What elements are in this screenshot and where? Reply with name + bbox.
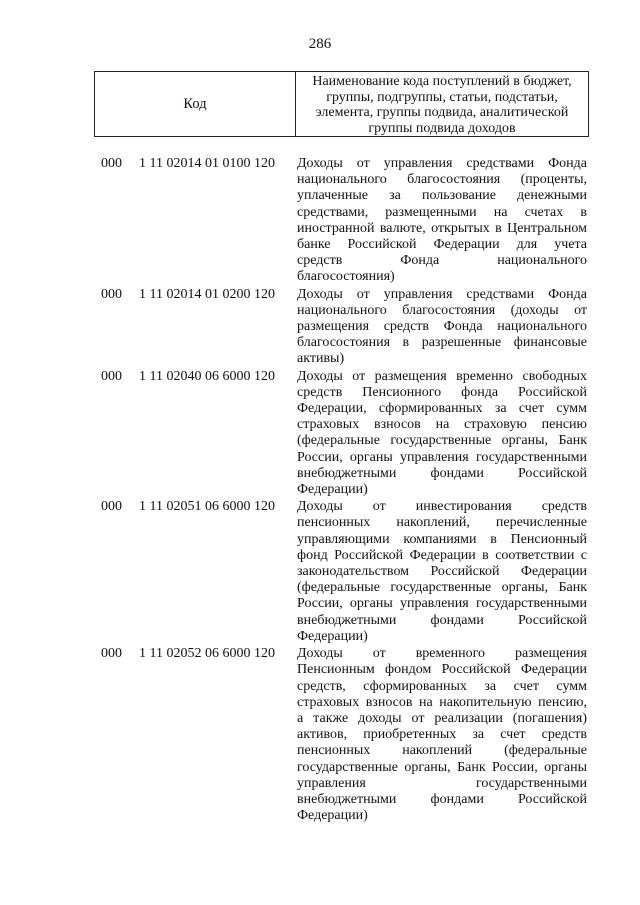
description-line: Доходы от управления средствами Фонда	[297, 286, 587, 302]
description-line: национального благосостояния (проценты,	[297, 172, 587, 188]
description-line: размещения средств Фонда национального	[297, 319, 587, 335]
revenue-code: 1 11 02052 06 6000 120	[139, 646, 275, 662]
description-line: фонд Российской Федерации в соответствии с	[297, 547, 587, 563]
revenue-description	[297, 499, 587, 645]
revenue-description	[297, 287, 587, 368]
revenue-code: 1 11 02014 01 0100 120	[139, 156, 275, 171]
header-code-column: Код	[95, 72, 296, 136]
table-row	[0, 287, 640, 368]
admin-code: 000	[101, 499, 122, 515]
description-line: (федеральные государственные органы, Банк	[297, 433, 587, 449]
table-row	[0, 156, 640, 286]
revenue-code-list	[0, 156, 640, 824]
description-line: внебюджетными фондами Российской	[297, 791, 587, 807]
description-line: банке Российской Федерации для учета	[297, 237, 587, 253]
description-line: законодательством Российской Федерации	[297, 564, 587, 580]
description-line: иностранной валюте, открытых в Центральном	[297, 220, 587, 236]
admin-code: 000	[101, 156, 122, 171]
description-line: страховых взносов на накопительную пенсию,	[297, 694, 587, 710]
description-line: национального благосостояния (доходы от	[297, 302, 587, 318]
description-line: Федерации, сформированных за счет сумм	[297, 401, 587, 417]
description-line: средств, сформированных за счет сумм	[297, 678, 587, 694]
description-line: внебюджетными фондами Российской	[297, 465, 587, 481]
description-line: благосостояния в разрешенные финансовые	[297, 335, 587, 351]
description-line: средствами, размещенными на счетах в	[297, 204, 587, 220]
admin-code: 000	[101, 368, 122, 384]
description-line: Доходы от временного размещения	[297, 646, 587, 662]
description-line: средств Фонда национального	[297, 253, 587, 269]
table-header	[94, 71, 589, 137]
description-line: Федерации)	[297, 628, 368, 644]
description-line: Федерации)	[297, 482, 368, 498]
revenue-code: 1 11 02051 06 6000 120	[139, 499, 275, 515]
description-line: а также доходы от реализации (погашения)	[297, 710, 587, 726]
revenue-description	[297, 369, 587, 499]
revenue-description	[297, 156, 587, 286]
description-line: Федерации)	[297, 808, 368, 824]
description-line: активов, приобретенных за счет средств	[297, 727, 587, 743]
header-name-column: Наименование кода поступлений в бюджет, группы, подгруппы, статьи, подстатьи, элемента, группы подвида, аналитической группы подвида доходов	[312, 74, 572, 136]
description-line: пенсионных накоплений, перечисленные	[297, 515, 587, 531]
admin-code: 000	[101, 286, 122, 302]
description-line: России, органы управления государственными	[297, 449, 587, 465]
revenue-description	[297, 646, 587, 824]
description-line: управления государственными	[297, 775, 587, 791]
description-line: (федеральные государственные органы, Банк	[297, 580, 587, 596]
description-line: внебюджетными фондами Российской	[297, 612, 587, 628]
page-number: 286	[308, 36, 332, 52]
description-line: Доходы от управления средствами Фонда	[297, 156, 587, 171]
revenue-code: 1 11 02014 01 0200 120	[139, 286, 275, 302]
description-line: средств Пенсионного фонда Российской	[297, 384, 587, 400]
description-line: государственные органы, Банк России, органы	[297, 759, 587, 775]
description-line: активы)	[297, 351, 345, 367]
revenue-code: 1 11 02040 06 6000 120	[139, 368, 275, 384]
table-row	[0, 646, 640, 824]
description-line: Доходы от инвестирования средств	[297, 499, 587, 515]
description-line: Пенсионным фондом Российской Федерации	[297, 662, 587, 678]
description-line: пенсионных накоплений (федеральные	[297, 743, 587, 759]
admin-code: 000	[101, 646, 122, 662]
description-line: благосостояния)	[297, 269, 395, 285]
table-row	[0, 369, 640, 499]
description-line: Доходы от размещения временно свободных	[297, 368, 587, 384]
description-line: управляющими компаниями в Пенсионный	[297, 531, 587, 547]
description-line: страховых взносов на страховую пенсию	[297, 417, 587, 433]
table-row	[0, 499, 640, 645]
description-line: России, органы управления государственными	[297, 596, 587, 612]
description-line: уплаченные за пользование денежными	[297, 188, 587, 204]
